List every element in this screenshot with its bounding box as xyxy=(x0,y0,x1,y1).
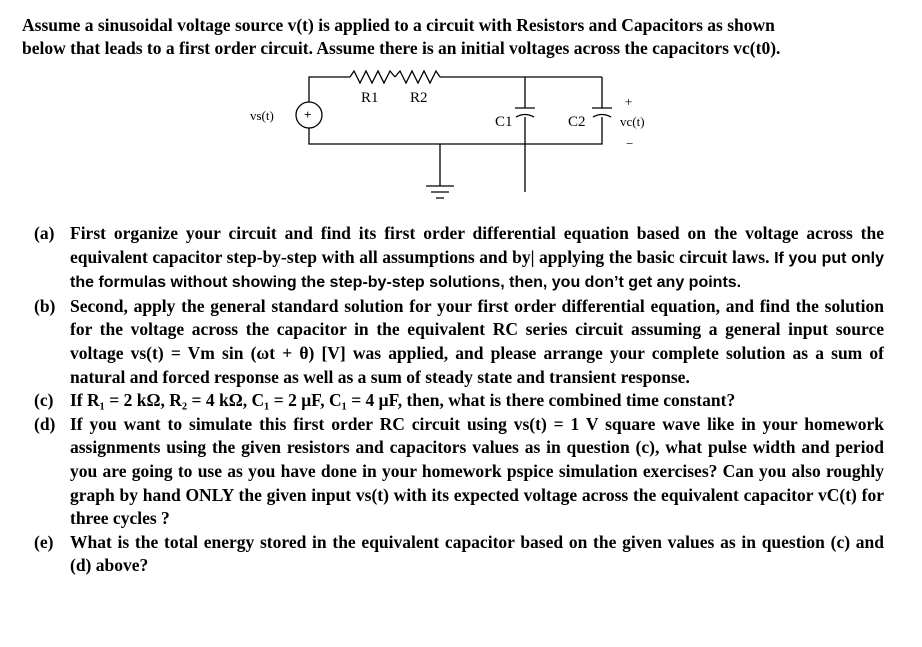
question-label: (e) xyxy=(34,531,54,552)
rc-circuit-diagram xyxy=(250,62,670,212)
question-text: What is the total energy stored in the equivalent capacitor based on the given values as in question (c) and (d) above? xyxy=(70,531,884,576)
question-e xyxy=(34,531,884,578)
intro-line-1: Assume a sinusoidal voltage source v(t) is applied to a circuit with Resistors and Capacitors as shown xyxy=(22,15,775,35)
question-label: (b) xyxy=(34,295,56,316)
resistor-r1-symbol xyxy=(350,71,395,83)
intro-line-2: below that leads to a first order circuit. Assume there is an initial voltages across the capacitors vc(t0). xyxy=(22,38,781,58)
question-warning-text: If you put only the formulas without showing the step-by-step solutions, then, you don’t get any points. xyxy=(70,249,885,292)
capacitor-c1-plate-bottom xyxy=(516,115,534,118)
source-label: vs(t) xyxy=(250,108,274,123)
vc-label: vc(t) xyxy=(620,114,645,129)
question-text: If you want to simulate this first order RC circuit using vs(t) = 1 V square wave like in your homework assignments using the given resistors and capacitors values as in question (c), what pulse width and period you are going to use as you have done in your homework pspice simulation exercises? Can you also roughly graph by hand ONLY the given input vs(t) with its expected voltage across the equivalent capacitor vC(t) for three cycles ? xyxy=(70,413,884,529)
wire-source-bottom xyxy=(309,128,440,144)
question-label: (c) xyxy=(34,390,54,411)
wire-source-top xyxy=(309,77,350,102)
c2-label: C2 xyxy=(568,114,586,130)
r1-label: R1 xyxy=(361,90,379,106)
question-text: First organize your circuit and find its first order differential equation based on the voltage across the equivalent capacitor step-by-step with all assumptions and by| applying the basic circuit laws. xyxy=(70,223,884,267)
wire-c2-bottom xyxy=(525,137,602,144)
question-a xyxy=(34,222,884,295)
vc-plus-sign: + xyxy=(625,94,633,109)
question-label: (a) xyxy=(34,223,55,243)
resistor-r2-symbol xyxy=(395,71,440,83)
ground-symbol xyxy=(426,186,454,198)
problem-intro xyxy=(22,14,902,60)
source-plus-sign: + xyxy=(304,107,312,122)
question-label: (d) xyxy=(34,413,56,434)
question-text: If R₁ = 2 kΩ, R₂ = 4 kΩ, C₁ = 2 μF, C₁ = 4 μF, then, what is there combined time constant? xyxy=(70,390,736,411)
c1-label: C1 xyxy=(495,114,513,130)
question-text: Second, apply the general standard solution for your first order differential equation, and find the solution for the voltage across the capacitor in the equivalent RC series circuit assuming a general input source voltage vs(t) = Vm sin (ωt + θ) [V] was applied, and please arrange your complete solution as a sum of natural and forced response as well as a sum of steady state and transient response. xyxy=(70,295,884,387)
r2-label: R2 xyxy=(410,90,428,106)
capacitor-c2-plate-bottom xyxy=(593,115,611,118)
question-c xyxy=(34,389,884,413)
question-d xyxy=(34,413,884,531)
question-b xyxy=(34,295,884,389)
vc-minus-sign: − xyxy=(626,136,634,151)
question-list xyxy=(34,222,884,578)
